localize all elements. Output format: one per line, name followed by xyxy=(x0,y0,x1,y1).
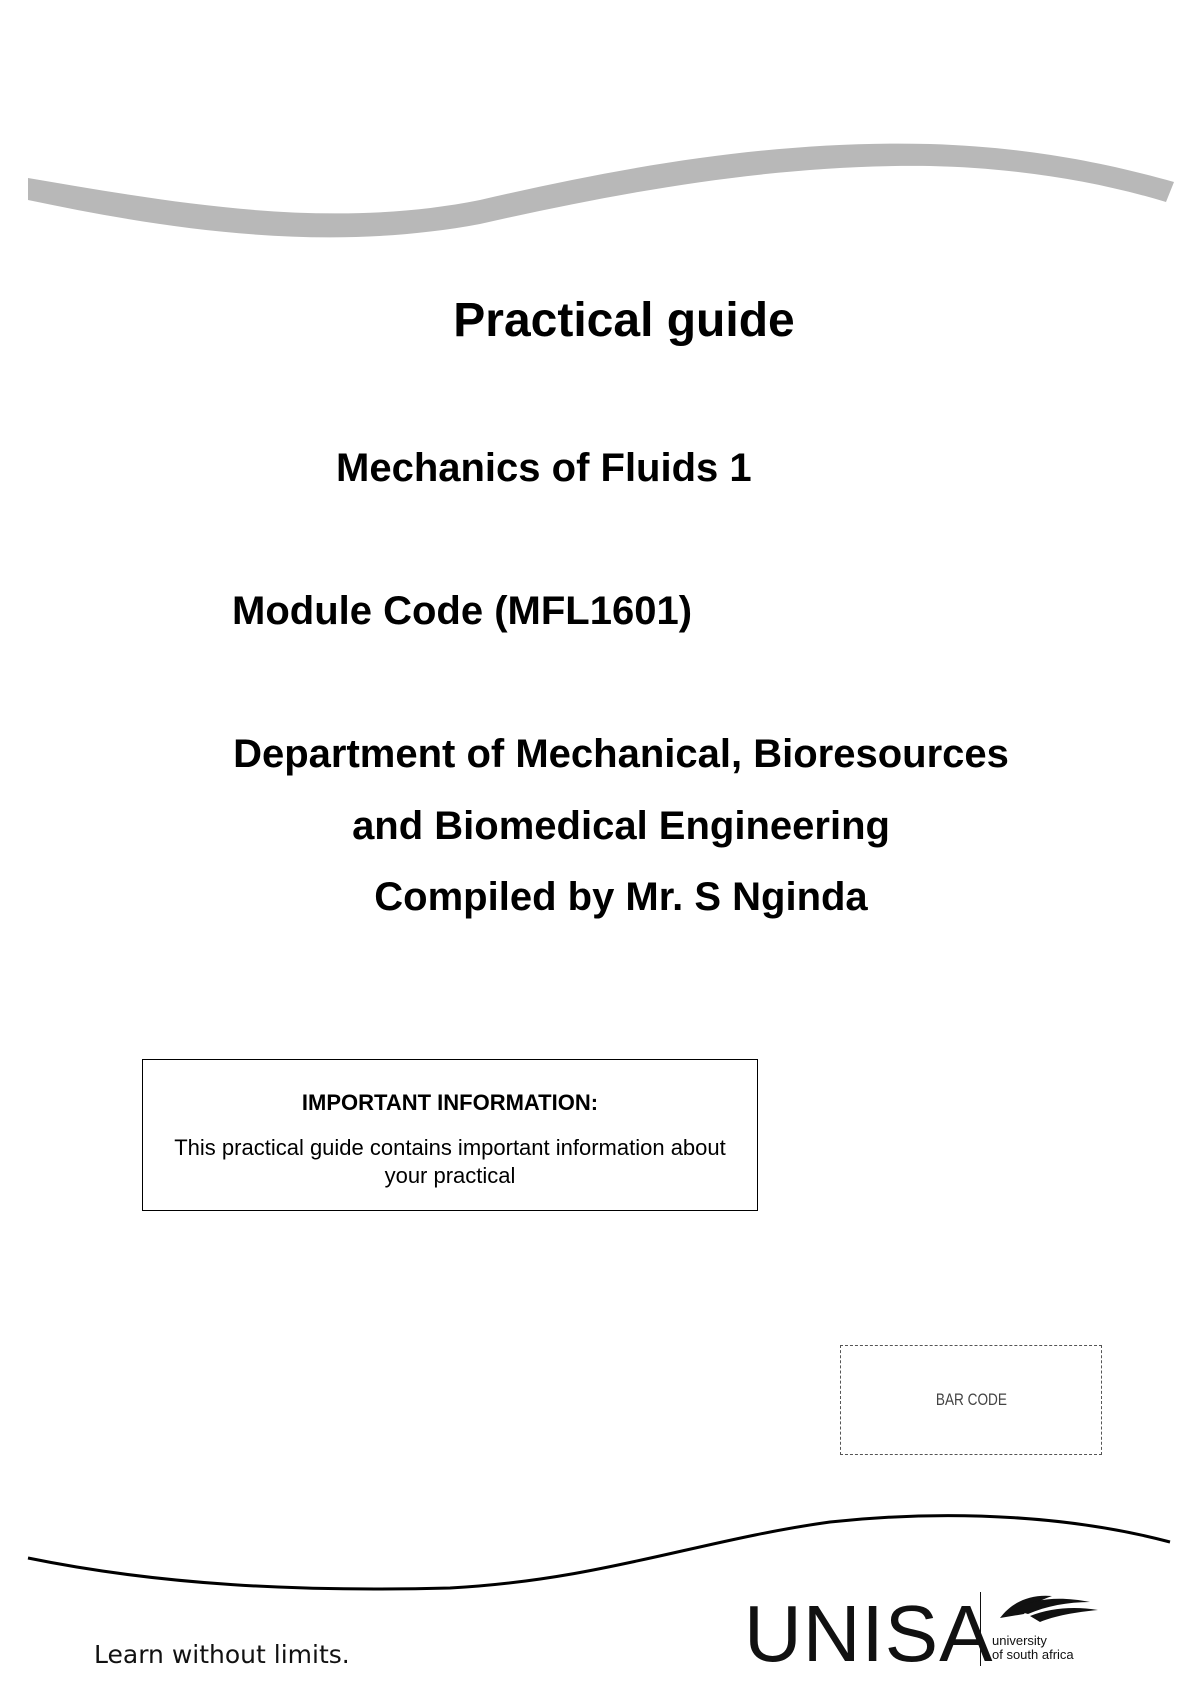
logo-divider xyxy=(980,1592,981,1666)
important-info-text: This practical guide contains important information about your practical xyxy=(174,1135,726,1188)
tagline: Learn without limits. xyxy=(94,1640,350,1669)
module-code: Module Code (MFL1601) xyxy=(232,589,693,633)
department-line-2: and Biomedical Engineering xyxy=(352,804,890,848)
logo-univ-line-2: of south africa xyxy=(992,1647,1074,1662)
compiled-by: Compiled by Mr. S Nginda xyxy=(374,875,868,919)
important-info-heading: IMPORTANT INFORMATION: xyxy=(301,1090,599,1115)
unisa-logo-word: UNISA xyxy=(744,1589,994,1678)
logo-university-text xyxy=(992,1634,1074,1662)
page-title: Practical guide xyxy=(453,294,795,347)
top-wave-band xyxy=(28,144,1174,238)
bottom-wave-line xyxy=(28,1516,1170,1589)
unisa-emblem-icon xyxy=(990,1588,1100,1628)
department-line-1: Department of Mechanical, Bioresources xyxy=(233,732,1009,776)
barcode-label: BAR CODE xyxy=(935,1390,1007,1409)
important-info-box xyxy=(142,1059,758,1211)
top-wave-decoration xyxy=(0,120,1200,260)
course-name: Mechanics of Fluids 1 xyxy=(336,446,752,490)
barcode-placeholder xyxy=(840,1345,1102,1455)
logo-univ-line-1: university xyxy=(992,1633,1047,1648)
